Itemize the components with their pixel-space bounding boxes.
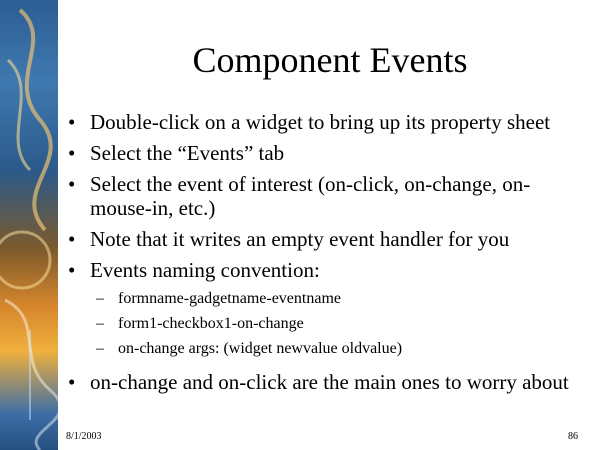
bullet-text: Double-click on a widget to bring up its property sheet [90,110,551,134]
footer-date: 8/1/2003 [66,431,102,442]
footer-page-number: 86 [568,431,578,442]
bullet-list [68,110,583,401]
sub-bullet-text: formname-gadgetname-eventname [118,290,341,307]
sub-bullet-text: form1-checkbox1-on-change [118,315,304,332]
bullet-item [68,110,583,134]
bullet-item [68,370,583,394]
bullet-mark: • [68,370,76,394]
sub-bullet-item [96,289,583,308]
decorative-side-strip [0,0,58,450]
bullet-text: Select the event of interest (on-click, on-change, on-mouse-in, etc.) [90,172,531,220]
bullet-mark: • [68,258,76,282]
sub-bullet-text: on-change args: (widget newvalue oldvalue) [118,340,403,357]
sub-bullet-mark: – [96,290,104,307]
bullet-mark: • [68,110,76,134]
bullet-mark: • [68,227,76,251]
bullet-item [68,141,583,165]
sub-bullet-mark: – [96,315,104,332]
bullet-text: Note that it writes an empty event handler for you [90,227,510,251]
sub-bullet-mark: – [96,340,104,357]
slide-title: Component Events [192,40,468,80]
bullet-text: on-change and on-click are the main ones to worry about [90,370,569,394]
bullet-mark: • [68,141,76,165]
bullet-text: Select the “Events” tab [90,141,285,165]
bullet-item [68,227,583,251]
bullet-mark: • [68,172,76,196]
bullet-text: Events naming convention: [90,258,320,282]
bullet-item [68,258,583,282]
sub-bullet-item [96,314,583,333]
bullet-item [68,172,583,220]
ornament-graphic [0,0,58,450]
sub-bullet-item [96,339,583,358]
